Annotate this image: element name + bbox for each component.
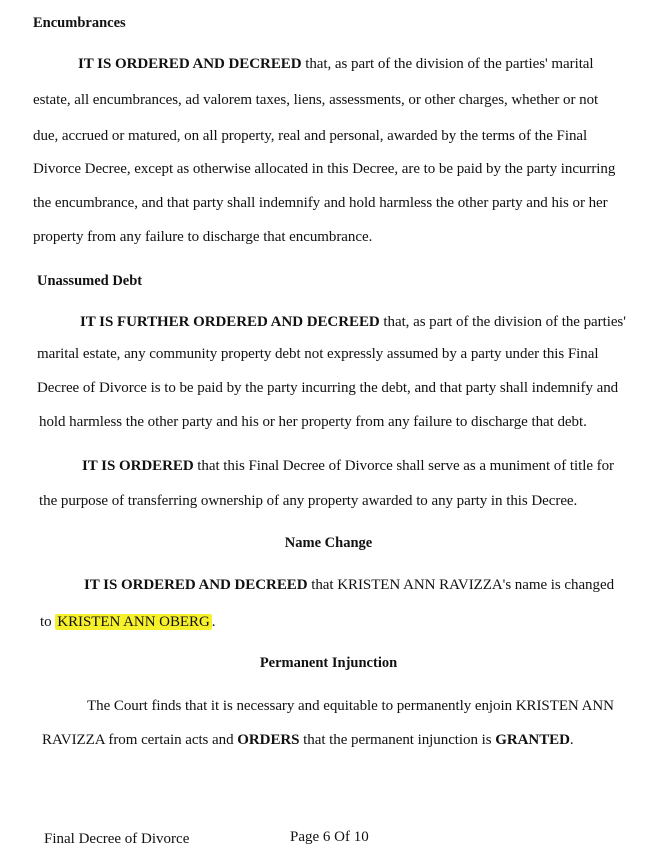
unassumed-lead: IT IS FURTHER ORDERED AND DECREED bbox=[80, 314, 380, 330]
footer-page-number: Page 6 Of 10 bbox=[290, 829, 369, 845]
heading-name-change: Name Change bbox=[284, 535, 373, 551]
name-change-suffix: . bbox=[211, 614, 216, 630]
injunction-line-2-a: RAVIZZA from certain acts and bbox=[42, 732, 238, 748]
name-change-line-1 bbox=[84, 576, 614, 594]
unassumed-line-3: Decree of Divorce is to be paid by the party incurring the debt, and that party shall indemnify and bbox=[37, 380, 619, 396]
encumbrances-lead: IT IS ORDERED AND DECREED bbox=[78, 56, 302, 72]
encumbrances-line-6: property from any failure to discharge that encumbrance. bbox=[33, 229, 373, 245]
injunction-line-2-c: . bbox=[569, 732, 574, 748]
unassumed-line-4: hold harmless the other party and his or her property from any failure to discharge that debt. bbox=[39, 414, 587, 430]
name-change-prefix: to bbox=[40, 614, 56, 630]
name-change-line-1-rest: that KRISTEN ANN RAVIZZA's name is changed bbox=[307, 577, 615, 593]
injunction-granted: GRANTED bbox=[495, 732, 570, 748]
encumbrances-line-2: estate, all encumbrances, ad valorem taxes, liens, assessments, or other charges, whether or not bbox=[33, 92, 599, 108]
injunction-orders: ORDERS bbox=[237, 732, 300, 748]
encumbrances-line-1-rest: that, as part of the division of the parties' marital bbox=[301, 56, 594, 72]
injunction-line-2 bbox=[42, 731, 574, 749]
encumbrances-line-5: the encumbrance, and that party shall indemnify and hold harmless the other party and his or her bbox=[33, 195, 608, 211]
muniment-line-2: the purpose of transferring ownership of any property awarded to any party in this Decree. bbox=[39, 493, 578, 509]
encumbrances-line-4: Divorce Decree, except as otherwise allocated in this Decree, are to be paid by the party incurring bbox=[33, 161, 616, 177]
muniment-line-1-rest: that this Final Decree of Divorce shall serve as a muniment of title for bbox=[193, 458, 614, 474]
injunction-line-1: The Court finds that it is necessary and equitable to permanently enjoin KRISTEN ANN bbox=[87, 698, 614, 714]
unassumed-line-1-rest: that, as part of the division of the parties' bbox=[379, 314, 626, 330]
name-change-line-2 bbox=[40, 613, 215, 631]
name-change-lead: IT IS ORDERED AND DECREED bbox=[84, 577, 308, 593]
unassumed-line-2: marital estate, any community property debt not expressly assumed by a party under this Final bbox=[37, 346, 599, 362]
encumbrances-line-1 bbox=[78, 55, 594, 73]
footer-document-title: Final Decree of Divorce bbox=[44, 831, 190, 847]
injunction-line-2-b: that the permanent injunction is bbox=[299, 732, 496, 748]
new-name-highlight: KRISTEN ANN OBERG bbox=[57, 614, 210, 630]
heading-permanent-injunction: Permanent Injunction bbox=[259, 655, 398, 671]
heading-encumbrances: Encumbrances bbox=[33, 15, 126, 31]
muniment-line-1 bbox=[82, 457, 614, 475]
unassumed-line-1 bbox=[80, 313, 626, 331]
muniment-lead: IT IS ORDERED bbox=[82, 458, 194, 474]
encumbrances-line-3: due, accrued or matured, on all property, real and personal, awarded by the terms of the Final bbox=[33, 128, 588, 144]
heading-unassumed-debt: Unassumed Debt bbox=[37, 273, 143, 289]
